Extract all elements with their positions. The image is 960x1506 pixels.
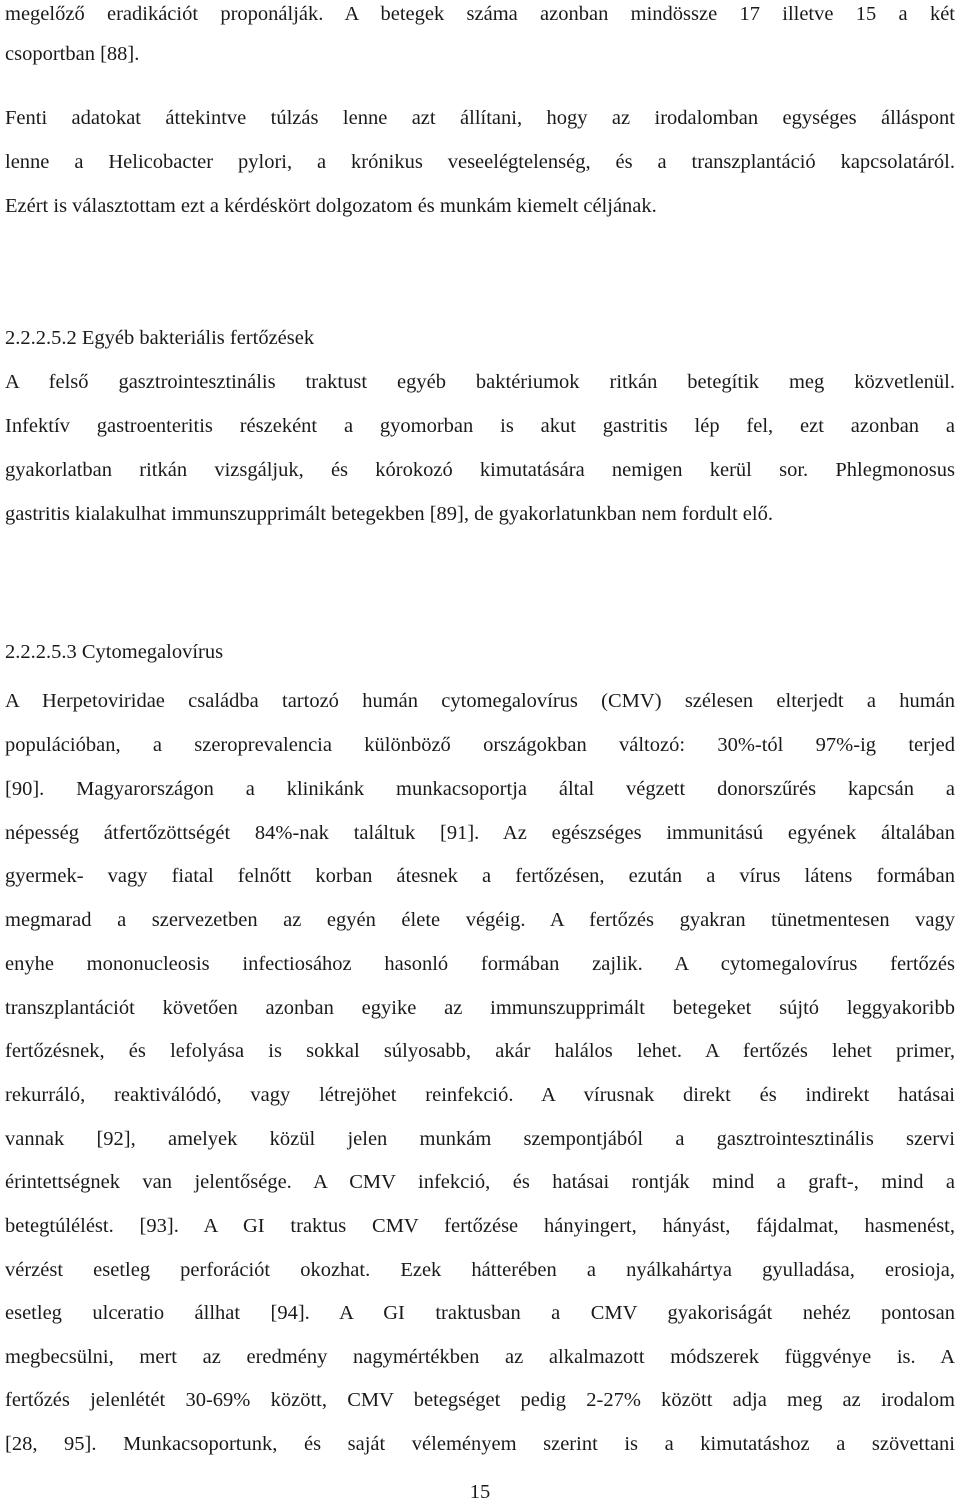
- paragraph-line: fertőzésnek, és lefolyása is sokkal súlyosabb, akár halálos lehet. A fertőzés lehet primer,: [5, 1040, 955, 1062]
- page-number: 15: [469, 1481, 491, 1503]
- paragraph-line: megelőző eradikációt proponálják. A betegek száma azonban mindössze 17 illetve 15 a két: [5, 3, 955, 25]
- paragraph-line: gyermek- vagy fiatal felnőtt korban átesnek a fertőzésen, ezután a vírus látens formában: [5, 865, 955, 887]
- paragraph-line: gastritis kialakulhat immunszupprimált betegekben [89], de gyakorlatunkban nem fordult elő.: [5, 503, 773, 525]
- paragraph-line: enyhe mononucleosis infectiosához hasonló formában zajlik. A cytomegalovírus fertőzés: [5, 953, 955, 975]
- paragraph-line: [90]. Magyarországon a klinikánk munkacsoportja által végzett donorszűrés kapcsán a: [5, 778, 955, 800]
- paragraph-line: transzplantációt követően azonban egyike az immunszupprimált betegeket sújtó leggyakoribb: [5, 997, 955, 1019]
- paragraph-line: csoportban [88].: [5, 43, 140, 65]
- paragraph-line: megmarad a szervezetben az egyén élete végéig. A fertőzés gyakran tünetmentesen vagy: [5, 909, 955, 931]
- paragraph-line: A Herpetoviridae családba tartozó humán cytomegalovírus (CMV) szélesen elterjedt a humán: [5, 690, 955, 712]
- paragraph-line: gyakorlatban ritkán vizsgáljuk, és kórokozó kimutatására nemigen kerül sor. Phlegmonosus: [5, 459, 955, 481]
- section-heading-bacterial: 2.2.2.5.2 Egyéb bakteriális fertőzések: [5, 327, 315, 349]
- paragraph-line: esetleg ulceratio állhat [94]. A GI traktusban a CMV gyakoriságát nehéz pontosan: [5, 1302, 955, 1324]
- paragraph-line: vérzést esetleg perforációt okozhat. Ezek hátterében a nyálkahártya gyulladása, erosioja,: [5, 1259, 955, 1281]
- paragraph-line: Infektív gastroenteritis részeként a gyomorban is akut gastritis lép fel, ezt azonban a: [5, 415, 955, 437]
- paragraph-line: lenne a Helicobacter pylori, a krónikus veseelégtelenség, és a transzplantáció kapcsolatáról.: [5, 151, 955, 173]
- paragraph-line: rekurráló, reaktiválódó, vagy létrejöhet reinfekció. A vírusnak direkt és indirekt hatásai: [5, 1084, 955, 1106]
- paragraph-line: Ezért is választottam ezt a kérdéskört dolgozatom és munkám kiemelt céljának.: [5, 195, 657, 217]
- paragraph-line: fertőzés jelenlétét 30-69% között, CMV betegséget pedig 2-27% között adja meg az irodalom: [5, 1389, 955, 1411]
- paragraph-line: megbecsülni, mert az eredmény nagymértékben az alkalmazott módszerek függvénye is. A: [5, 1346, 955, 1368]
- paragraph-line: érintettségnek van jelentősége. A CMV infekció, és hatásai rontják mind a graft-, mind a: [5, 1171, 955, 1193]
- paragraph-line: [28, 95]. Munkacsoportunk, és saját véleményem szerint is a kimutatáshoz a szövettani: [5, 1433, 955, 1455]
- paragraph-line: betegtúlélést. [93]. A GI traktus CMV fertőzése hányingert, hányást, fájdalmat, hasmenést,: [5, 1215, 955, 1237]
- section-heading-cmv: 2.2.2.5.3 Cytomegalovírus: [5, 641, 224, 663]
- paragraph-line: népesség átfertőzöttségét 84%-nak találtuk [91]. Az egészséges immunitású egyének általában: [5, 822, 955, 844]
- paragraph-line: Fenti adatokat áttekintve túlzás lenne azt állítani, hogy az irodalomban egységes álláspont: [5, 107, 955, 129]
- paragraph-line: populációban, a szeroprevalencia különböző országokban változó: 30%-tól 97%-ig terjed: [5, 734, 955, 756]
- paragraph-line: vannak [92], amelyek közül jelen munkám szempontjából a gasztrointesztinális szervi: [5, 1128, 955, 1150]
- paragraph-line: A felső gasztrointesztinális traktust egyéb baktériumok ritkán betegítik meg közvetlenül.: [5, 371, 955, 393]
